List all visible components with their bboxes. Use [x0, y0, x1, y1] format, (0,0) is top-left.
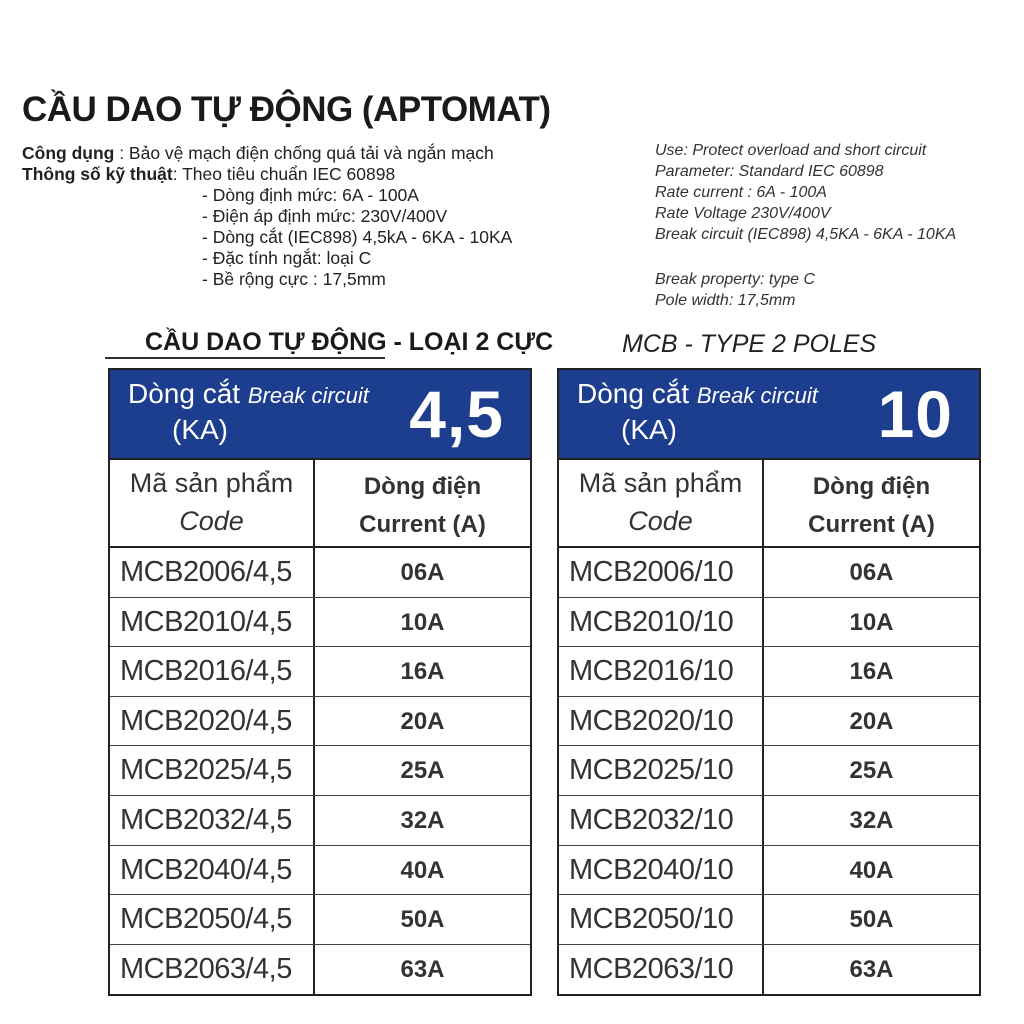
- section-title-en: MCB - TYPE 2 POLES: [622, 330, 877, 358]
- unit-label: (KA): [621, 414, 677, 445]
- current-value: 63A: [400, 955, 445, 983]
- code-column-header: [559, 460, 764, 546]
- code-label-vi: Mã sản phẩm: [129, 468, 294, 498]
- product-code: MCB2050/4,5: [110, 895, 315, 944]
- current-value: 40A: [849, 856, 894, 884]
- table-row: [559, 846, 979, 896]
- table-header-banner: [110, 370, 530, 458]
- column-header: [110, 458, 530, 548]
- current-label-en: Current (A): [808, 511, 935, 538]
- spec-param-label: Thông số kỹ thuật: [22, 164, 173, 184]
- spec-item: - Dòng định mức: 6A - 100A: [202, 185, 419, 205]
- product-code: MCB2006/4,5: [110, 548, 315, 597]
- break-label-vi: Dòng cắt: [128, 378, 248, 409]
- table-row: [110, 598, 530, 648]
- current-value: 16A: [400, 658, 445, 686]
- product-code: MCB2025/4,5: [110, 746, 315, 795]
- spec-use-row: [22, 143, 512, 164]
- table-row: [110, 647, 530, 697]
- product-code: MCB2032/10: [559, 796, 764, 845]
- product-code: MCB2006/10: [559, 548, 764, 597]
- current-value: 16A: [849, 658, 894, 686]
- spec-en-item: Break property: type C: [655, 271, 816, 288]
- code-label-en: Code: [628, 506, 693, 536]
- table-body: [110, 548, 530, 994]
- table-row: [110, 548, 530, 598]
- product-code: MCB2016/10: [559, 647, 764, 696]
- product-code: MCB2063/10: [559, 945, 764, 995]
- table-row: [559, 895, 979, 945]
- current-value: 63A: [849, 955, 894, 983]
- unit-label: (KA): [172, 414, 228, 445]
- current-value: 25A: [400, 757, 445, 785]
- current-value: 10A: [849, 608, 894, 636]
- current-value: 06A: [400, 559, 445, 586]
- spec-en: [655, 140, 956, 311]
- table-row: [559, 647, 979, 697]
- current-value: 10A: [400, 608, 445, 636]
- table-row: [110, 846, 530, 896]
- product-code: MCB2063/4,5: [110, 945, 315, 995]
- column-header: [559, 458, 979, 548]
- spec-param-row: [22, 164, 512, 185]
- spec-vi: [22, 143, 512, 290]
- table-row: [559, 746, 979, 796]
- product-code: MCB2032/4,5: [110, 796, 315, 845]
- product-code: MCB2025/10: [559, 746, 764, 795]
- current-value: 50A: [849, 906, 894, 934]
- spec-en-item: Use: Protect overload and short circuit: [655, 142, 927, 159]
- table-row: [559, 548, 979, 598]
- break-label: [577, 378, 818, 410]
- current-value: 40A: [400, 856, 445, 884]
- table-4-5ka: [108, 368, 532, 996]
- product-code: MCB2050/10: [559, 895, 764, 944]
- section-underline: [105, 357, 385, 359]
- current-label-en: Current (A): [359, 511, 486, 538]
- current-column-header: [764, 460, 979, 546]
- current-value: 32A: [400, 806, 445, 834]
- current-value: 32A: [849, 806, 894, 834]
- spec-use-label: Công dụng: [22, 143, 115, 163]
- table-row: [110, 746, 530, 796]
- current-value: 20A: [849, 707, 894, 735]
- code-label-vi: Mã sản phẩm: [578, 468, 743, 498]
- spec-en-item: Rate current : 6A - 100A: [655, 184, 827, 201]
- product-code: MCB2010/10: [559, 598, 764, 647]
- product-code: MCB2040/10: [559, 846, 764, 895]
- page-title: CẦU DAO TỰ ĐỘNG (APTOMAT): [22, 90, 551, 129]
- product-code: MCB2010/4,5: [110, 598, 315, 647]
- rating-value: 10: [877, 377, 953, 451]
- current-value: 50A: [400, 906, 445, 934]
- spec-en-item: Pole width: 17,5mm: [655, 292, 796, 309]
- code-column-header: [110, 460, 315, 546]
- table-header-banner: [559, 370, 979, 458]
- spec-item: - Dòng cắt (IEC898) 4,5kA - 6KA - 10KA: [202, 227, 513, 247]
- table-row: [559, 697, 979, 747]
- spec-en-item: Break circuit (IEC898) 4,5KA - 6KA - 10KA: [655, 226, 957, 243]
- break-label: [128, 378, 369, 410]
- rating-value: 4,5: [409, 377, 504, 451]
- spec-en-item: Rate Voltage 230V/400V: [655, 205, 831, 222]
- break-label-en: Break circuit: [696, 383, 818, 408]
- current-value: 20A: [400, 707, 445, 735]
- break-label-en: Break circuit: [247, 383, 369, 408]
- table-row: [559, 598, 979, 648]
- spec-en-item: Parameter: Standard IEC 60898: [655, 163, 884, 180]
- code-label-en: Code: [179, 506, 244, 536]
- product-code: MCB2020/10: [559, 697, 764, 746]
- spec-item: - Điện áp định mức: 230V/400V: [202, 206, 448, 226]
- spec-use-value: : Bảo vệ mạch điện chống quá tải và ngắn mạch: [114, 143, 494, 163]
- section-title: CẦU DAO TỰ ĐỘNG - LOẠI 2 CỰC: [145, 328, 554, 356]
- current-value: 06A: [849, 559, 894, 586]
- table-row: [110, 796, 530, 846]
- spec-param-value: : Theo tiêu chuẩn IEC 60898: [172, 164, 396, 184]
- table-10ka: [557, 368, 981, 996]
- break-label-vi: Dòng cắt: [577, 378, 697, 409]
- table-body: [559, 548, 979, 994]
- current-value: 25A: [849, 757, 894, 785]
- spec-item: - Bề rộng cực : 17,5mm: [202, 269, 386, 289]
- product-code: MCB2016/4,5: [110, 647, 315, 696]
- current-label-vi: Dòng điện: [363, 473, 482, 500]
- product-code: MCB2040/4,5: [110, 846, 315, 895]
- table-row: [559, 796, 979, 846]
- product-code: MCB2020/4,5: [110, 697, 315, 746]
- current-label-vi: Dòng điện: [812, 473, 931, 500]
- current-column-header: [315, 460, 530, 546]
- table-row: [110, 895, 530, 945]
- table-row: [559, 945, 979, 995]
- table-row: [110, 697, 530, 747]
- spec-item: - Đặc tính ngắt: loại C: [202, 248, 372, 268]
- table-row: [110, 945, 530, 995]
